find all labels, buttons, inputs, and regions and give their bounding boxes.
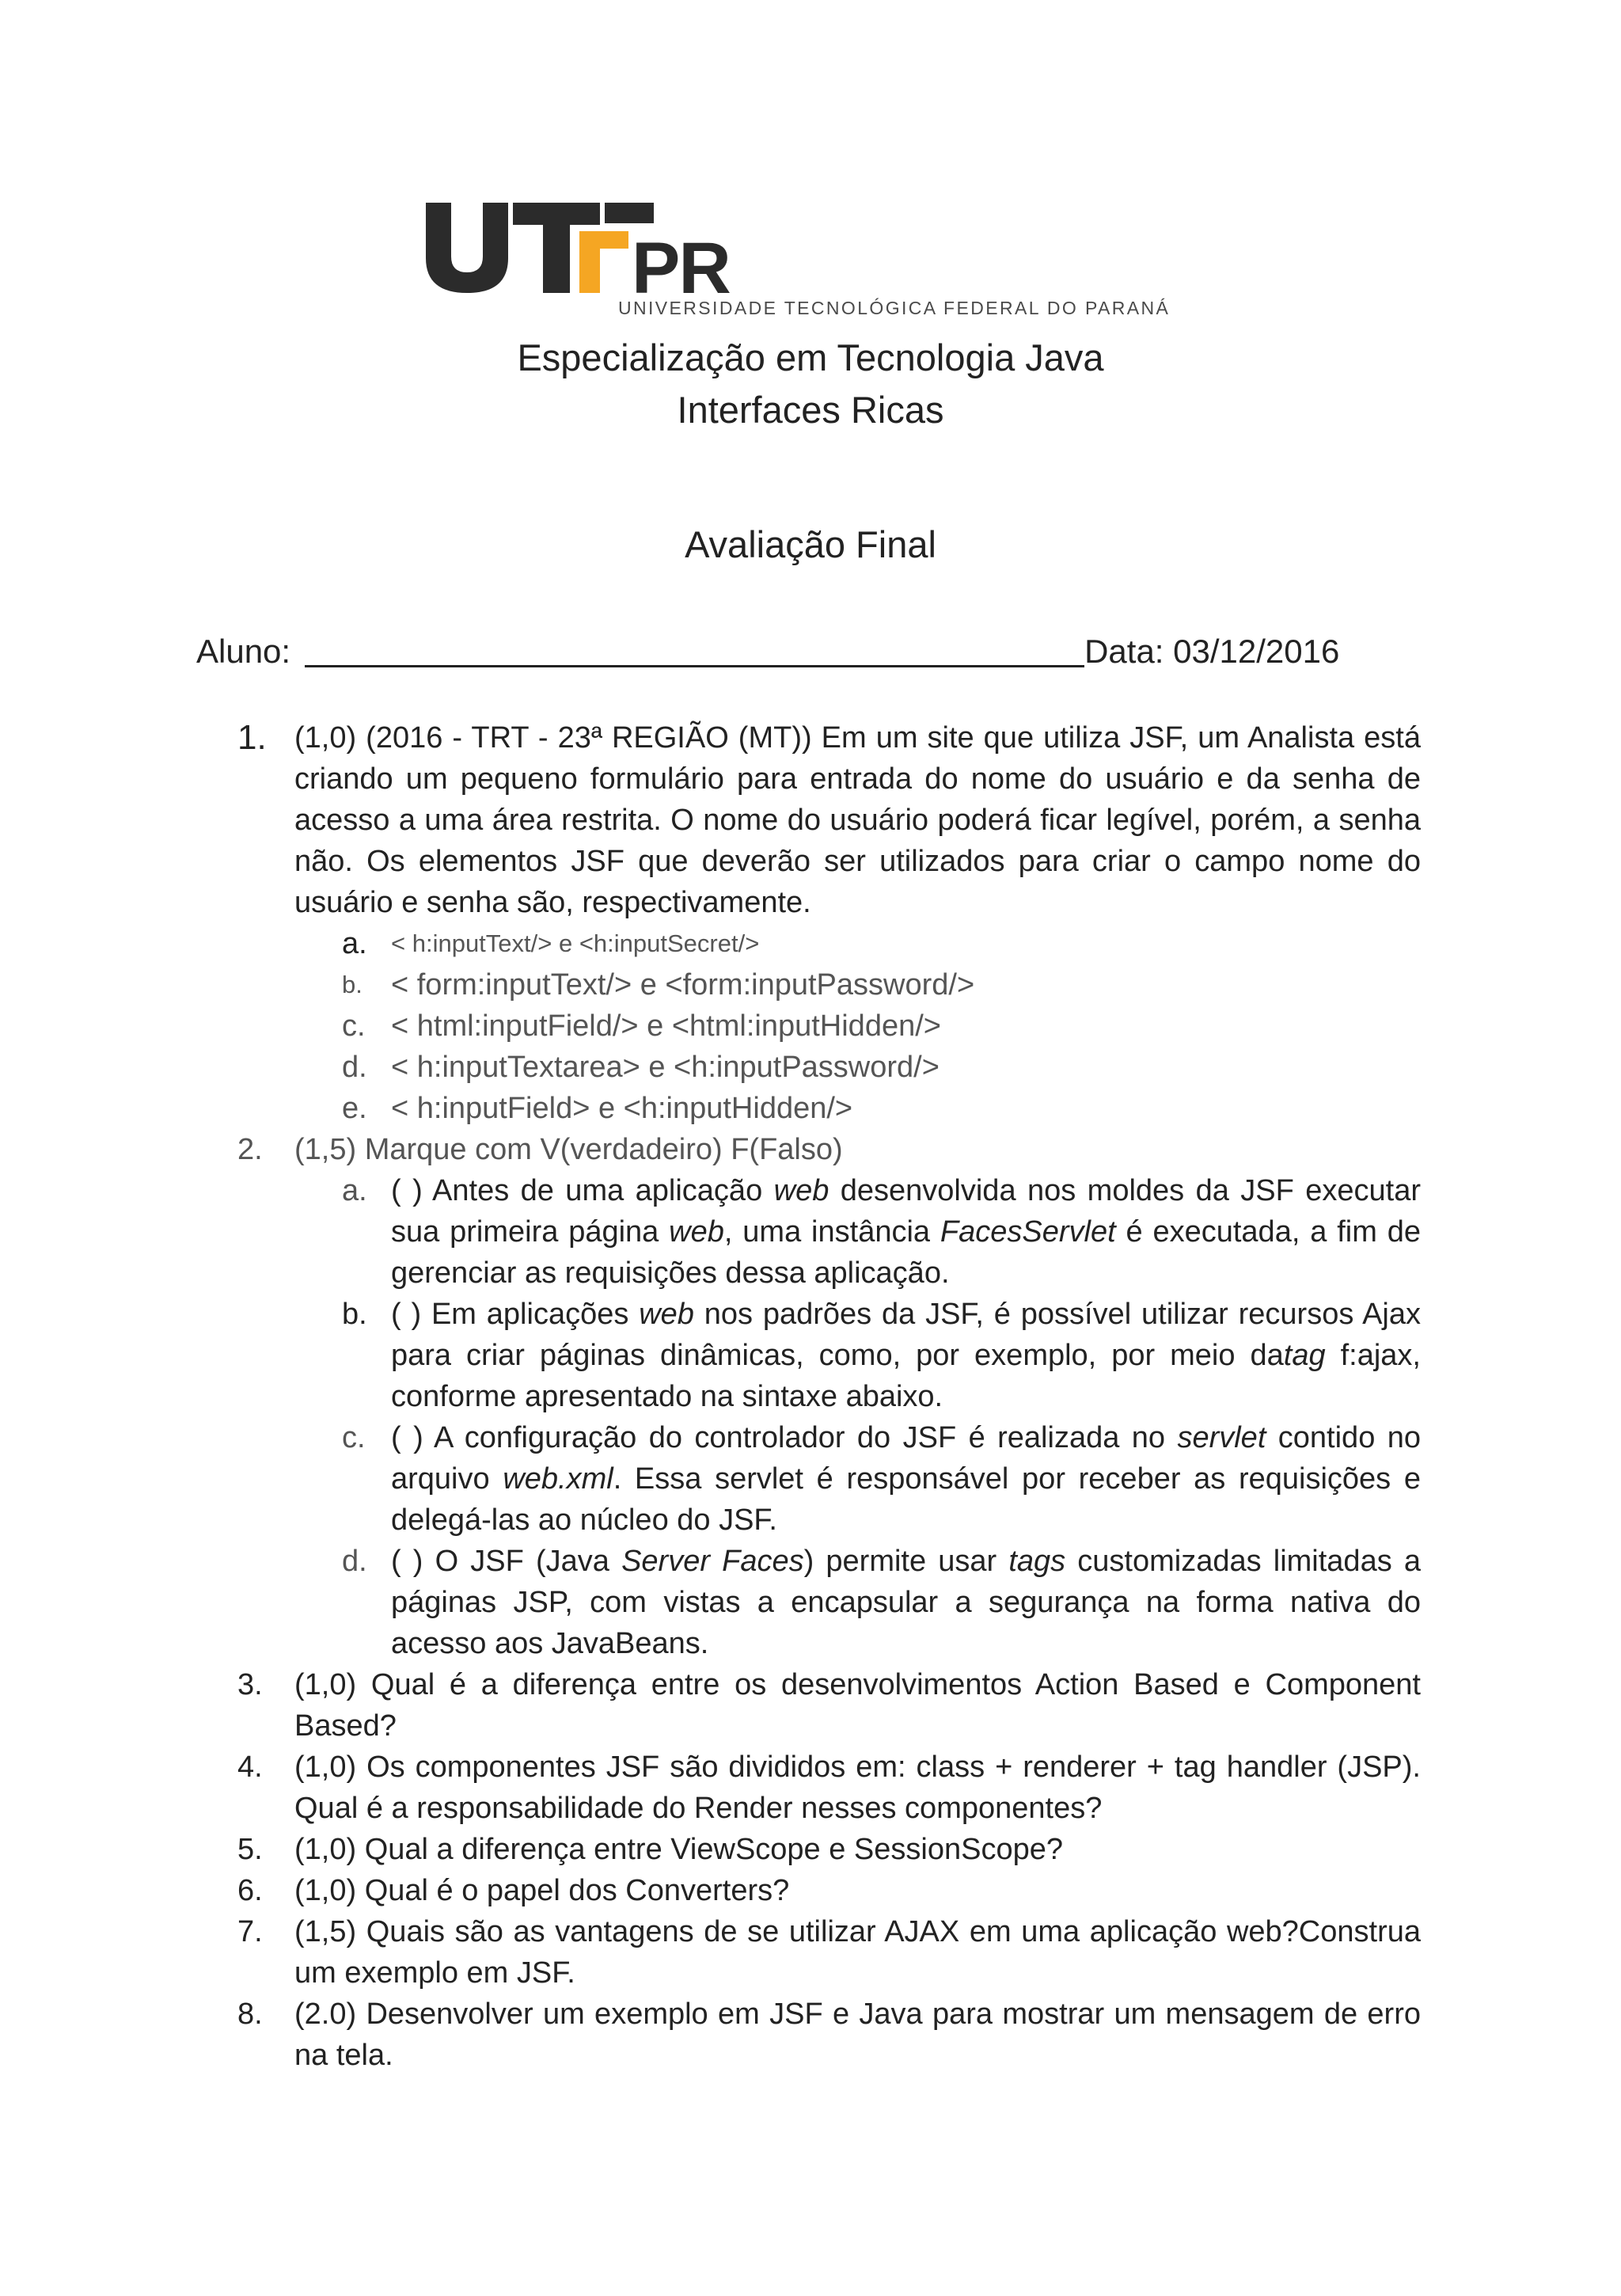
question-number: 7. bbox=[237, 1915, 263, 1948]
question-7 bbox=[237, 1911, 1421, 1994]
option-letter: d. bbox=[342, 1545, 367, 1578]
option-c bbox=[342, 1005, 1421, 1047]
option-c bbox=[342, 1417, 1421, 1541]
course-title: Especialização em Tecnologia Java bbox=[517, 336, 1104, 378]
option-text: ( ) A configuração do controlador do JSF é realizada no servlet contido no arquivo web.xml. Essa servlet é responsável por receber as requisições e delegá-las ao núcleo do JSF. bbox=[391, 1421, 1422, 1537]
option-b bbox=[342, 1294, 1421, 1417]
utfpr-logo bbox=[424, 200, 1200, 326]
question-5 bbox=[237, 1829, 1421, 1870]
option-letter: a. bbox=[342, 1174, 367, 1207]
option-text: < h:inputField> e <h:inputHidden/> bbox=[391, 1092, 853, 1125]
question-number: 6. bbox=[237, 1874, 263, 1907]
option-text: < form:inputText/> e <form:inputPassword/> bbox=[391, 968, 975, 1002]
option-letter: a. bbox=[342, 927, 367, 960]
question-number: 8. bbox=[237, 1998, 263, 2031]
question-text: (1,0) Qual é o papel dos Converters? bbox=[294, 1874, 790, 1907]
question-text: (1,5) Marque com V(verdadeiro) F(Falso) bbox=[294, 1133, 843, 1166]
option-a bbox=[342, 923, 1421, 964]
question-1 bbox=[237, 717, 1421, 923]
option-letter: d. bbox=[342, 1051, 367, 1084]
question-text: (1,5) Quais são as vantagens de se utilizar AJAX em uma aplicação web?Construa um exemplo em JSF. bbox=[294, 1915, 1421, 1990]
question-4 bbox=[237, 1747, 1421, 1829]
option-e bbox=[342, 1088, 1421, 1129]
question-2 bbox=[237, 1129, 1421, 1170]
exam-title: Avaliação Final bbox=[685, 523, 936, 565]
question-6 bbox=[237, 1870, 1421, 1911]
option-letter: b. bbox=[342, 971, 363, 998]
option-d bbox=[342, 1541, 1421, 1664]
question-text: (1,0) Os componentes JSF são divididos em: class + renderer + tag handler (JSP). Qual é a responsabilidade do Render nesses componentes? bbox=[294, 1751, 1421, 1825]
option-letter: c. bbox=[342, 1009, 366, 1043]
aluno-blank-line[interactable] bbox=[305, 633, 1084, 667]
question-list bbox=[237, 717, 1421, 2076]
question-number: 5. bbox=[237, 1833, 263, 1866]
option-text: < h:inputText/> e <h:inputSecret/> bbox=[391, 929, 760, 957]
question-number: 3. bbox=[237, 1668, 263, 1701]
student-row bbox=[196, 629, 1407, 676]
option-text: ( ) Antes de uma aplicação web desenvolvida nos moldes da JSF executar sua primeira página web, uma instância FacesServlet é executada, a fim de gerenciar as requisições dessa aplicação. bbox=[391, 1174, 1421, 1290]
question-number: 2. bbox=[237, 1133, 263, 1166]
option-b bbox=[342, 964, 1421, 1005]
option-text: ( ) O JSF (Java Server Faces) permite usar tags customizadas limitadas a páginas JSP, com vistas a encapsular a segurança na forma nativa do acesso aos JavaBeans. bbox=[391, 1545, 1421, 1660]
question-text: (1,0) (2016 - TRT - 23ª REGIÃO (MT)) Em um site que utiliza JSF, um Analista está criando um pequeno formulário para entrada do nome do usuário e da senha de acesso a uma área restrita. O nome do usuário poderá ficar legível, porém, a senha não. Os elementos JSF que deverão ser utilizados para criar o campo nome do usuário e senha são, respectivamente. bbox=[294, 721, 1421, 919]
option-letter: b. bbox=[342, 1298, 367, 1331]
question-2-options bbox=[342, 1170, 1421, 1664]
question-text: (1,0) Qual é a diferença entre os desenvolvimentos Action Based e Component Based? bbox=[294, 1668, 1421, 1743]
option-text: < html:inputField/> e <html:inputHidden/> bbox=[391, 1009, 941, 1043]
aluno-label: Aluno: bbox=[196, 633, 291, 670]
option-letter: c. bbox=[342, 1421, 366, 1454]
question-number: 1. bbox=[237, 718, 267, 757]
question-8 bbox=[237, 1994, 1421, 2076]
question-text: (1,0) Qual a diferença entre ViewScope e SessionScope? bbox=[294, 1833, 1064, 1866]
option-a bbox=[342, 1170, 1421, 1294]
option-text: ( ) Em aplicações web nos padrões da JSF, é possível utilizar recursos Ajax para criar páginas dinâmicas, como, por exemplo, por meio datag f:ajax, conforme apresentado na sintaxe abaixo. bbox=[391, 1298, 1421, 1413]
option-d bbox=[342, 1047, 1421, 1088]
question-3 bbox=[237, 1664, 1421, 1747]
option-text: < h:inputTextarea> e <h:inputPassword/> bbox=[391, 1051, 940, 1084]
question-number: 4. bbox=[237, 1751, 263, 1784]
option-letter: e. bbox=[342, 1092, 367, 1125]
question-text: (2.0) Desenvolver um exemplo em JSF e Java para mostrar um mensagem de erro na tela. bbox=[294, 1998, 1421, 2072]
course-subtitle: Interfaces Ricas bbox=[677, 389, 944, 431]
svg-text:PR: PR bbox=[632, 228, 730, 309]
question-1-options bbox=[342, 923, 1421, 1129]
exam-date: Data: 03/12/2016 bbox=[1084, 633, 1340, 670]
logo-tagline: UNIVERSIDADE TECNOLÓGICA FEDERAL DO PARANÁ bbox=[618, 298, 1171, 318]
